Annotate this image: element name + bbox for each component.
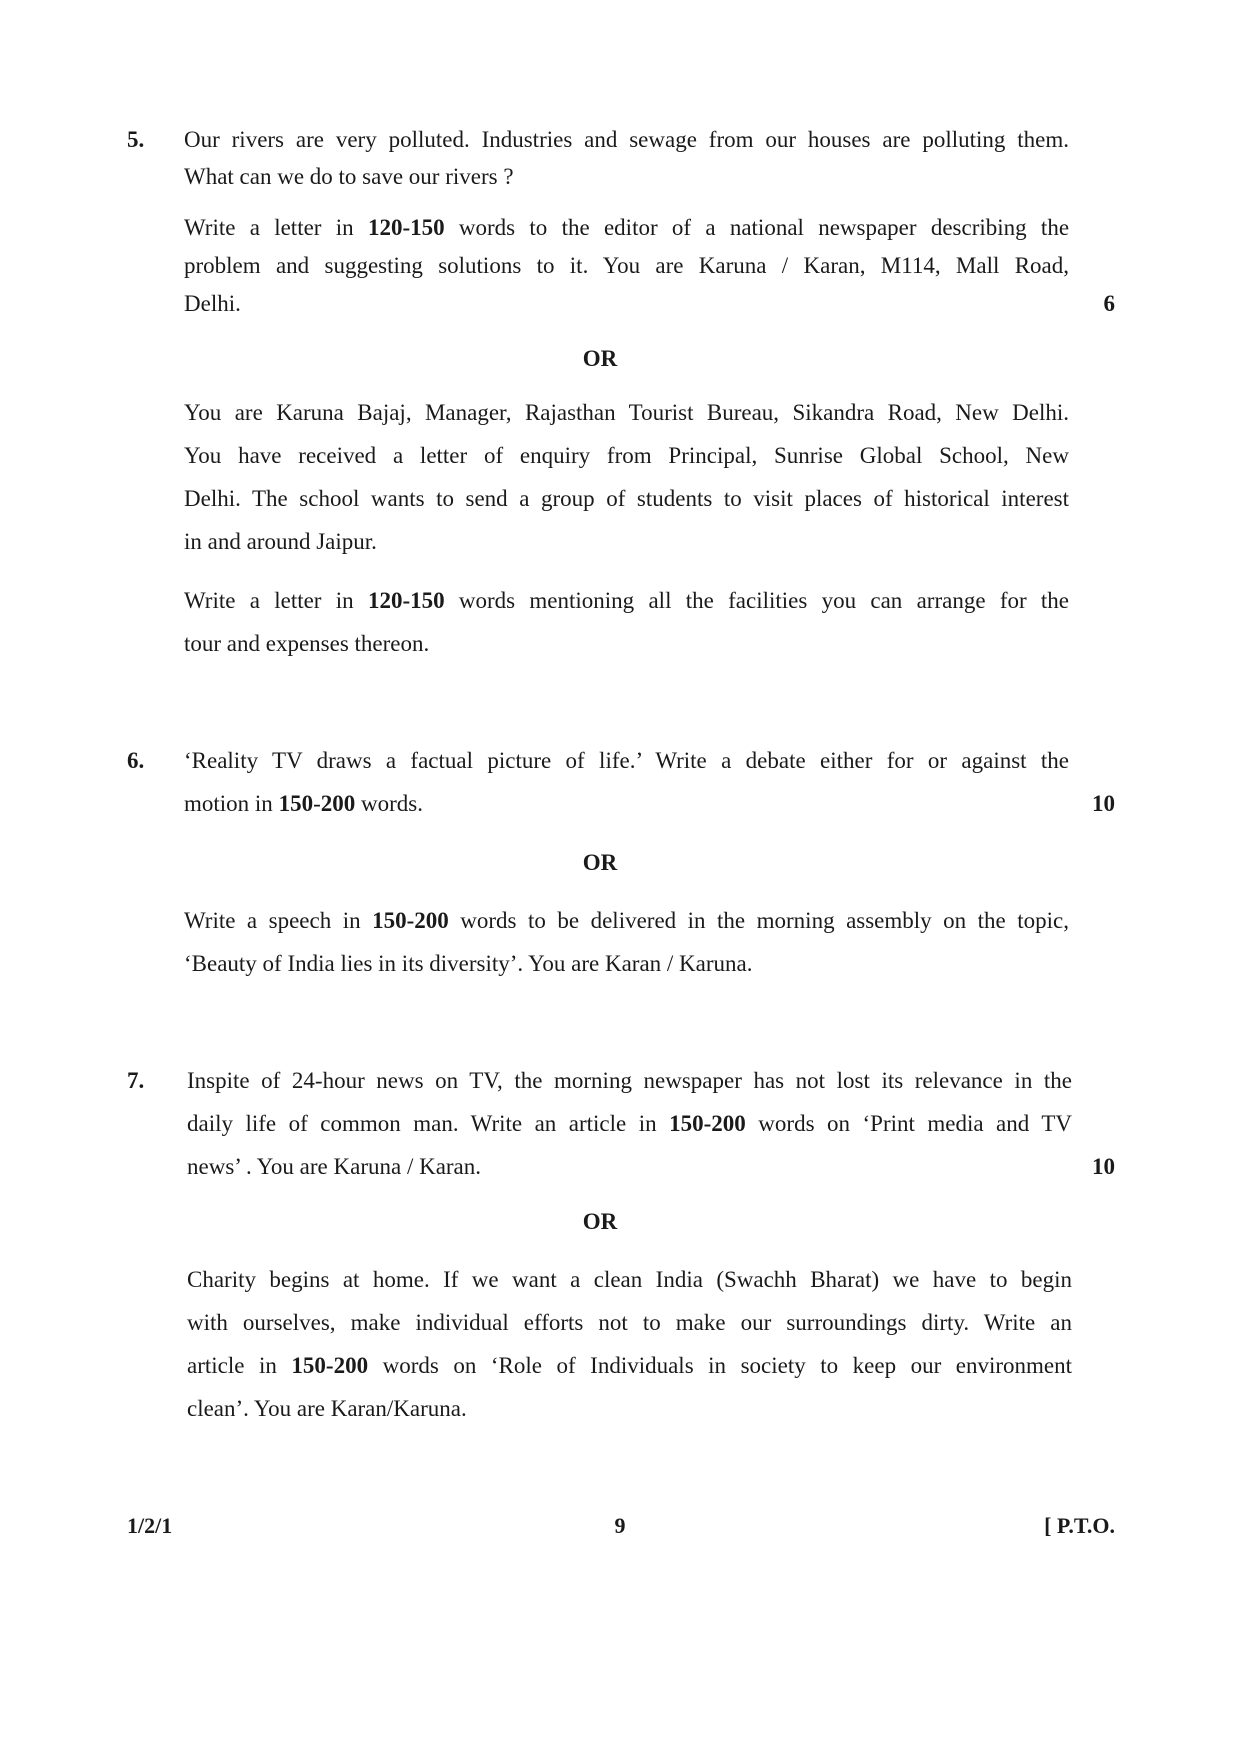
task-text: words mentioning all the facilities you can arrange for the (458, 588, 1070, 613)
question-7-marks: 10 (1092, 1154, 1115, 1179)
question-6-or: OR (582, 850, 618, 875)
question-7-alt-line-2: with ourselves, make individual efforts not to make our surroundings dirty. Write an (187, 1310, 1072, 1335)
question-5-task-line-2: problem and suggesting solutions to it. You are Karuna / Karan, M114, Mall Road, (184, 253, 1069, 278)
task-text: Write a speech in (184, 908, 361, 933)
question-7-text (187, 1068, 1072, 1188)
question-7-line-1: Inspite of 24-hour news on TV, the morning newspaper has not lost its relevance in the (187, 1068, 1072, 1093)
question-6-line-2 (184, 791, 1069, 817)
question-6-alt-line-1 (184, 908, 1069, 934)
question-7-alt-line-1: Charity begins at home. If we want a clean India (Swachh Bharat) we have to begin (187, 1267, 1072, 1292)
question-6-alternative (184, 908, 1069, 988)
word-limit: 150-200 (669, 1111, 746, 1136)
question-5-task-line-3: Delhi. (184, 291, 241, 316)
question-5-task-line-1 (184, 215, 1069, 241)
task-text: words to the editor of a national newspaper describing the (458, 215, 1070, 240)
page-number: 9 (614, 1513, 626, 1538)
question-5-intro (184, 127, 1069, 197)
question-7-alternative (187, 1267, 1072, 1437)
question-5-alt-line-4: in and around Jaipur. (184, 529, 377, 554)
question-5-alt-line-2: You have received a letter of enquiry from Principal, Sunrise Global School, New (184, 443, 1069, 468)
task-text: words to be delivered in the morning assembly on the topic, (460, 908, 1069, 933)
please-turn-over: [ P.T.O. (1044, 1513, 1115, 1538)
question-5-alternative (184, 400, 1069, 560)
question-6-marks: 10 (1092, 791, 1115, 816)
task-text: daily life of common man. Write an article in (187, 1111, 657, 1136)
task-text: words on ‘Role of Individuals in society to keep our environment (382, 1353, 1073, 1378)
word-limit: 120-150 (367, 588, 445, 613)
task-text: article in (187, 1353, 277, 1378)
task-text: Write a letter in (184, 588, 354, 613)
question-5-alt-task-line-1 (184, 588, 1069, 614)
question-7-or: OR (582, 1209, 618, 1234)
question-number-7: 7. (127, 1068, 145, 1093)
question-number-6: 6. (127, 748, 145, 773)
word-limit-dash: - (313, 791, 321, 816)
word-limit: 120-150 (367, 215, 445, 240)
word-limit: 150-200 (291, 1353, 369, 1378)
task-text: Write a letter in (184, 215, 354, 240)
question-5-alt-line-3: Delhi. The school wants to send a group of students to visit places of historical interest (184, 486, 1069, 511)
question-5-alt-task (184, 588, 1069, 668)
task-text: words on ‘Print media and TV (758, 1111, 1073, 1136)
question-7-alt-line-3 (187, 1353, 1072, 1379)
question-number-5: 5. (127, 127, 145, 152)
question-6-line-1: ‘Reality TV draws a factual picture of life.’ Write a debate either for or against the (184, 748, 1069, 773)
question-7-line-2 (187, 1111, 1072, 1137)
question-6-alt-line-2: ‘Beauty of India lies in its diversity’. You are Karan / Karuna. (184, 951, 753, 976)
question-7-alt-line-4: clean’. You are Karan/Karuna. (187, 1396, 467, 1421)
word-limit-min: 150 (278, 791, 314, 816)
question-5-intro-line-1: Our rivers are very polluted. Industries and sewage from our houses are polluting them. (184, 127, 1069, 152)
question-5-task (184, 215, 1069, 325)
question-5-alt-line-1: You are Karuna Bajaj, Manager, Rajasthan Tourist Bureau, Sikandra Road, New Delhi. (184, 400, 1069, 425)
question-7-line-3: news’ . You are Karuna / Karan. (187, 1154, 482, 1179)
task-text: motion in (184, 791, 273, 816)
paper-code: 1/2/1 (127, 1513, 173, 1538)
question-5-marks: 6 (1103, 291, 1115, 316)
question-6-text (184, 748, 1069, 828)
word-limit: 150-200 (372, 908, 449, 933)
question-5-or: OR (582, 346, 618, 371)
task-text: words. (360, 791, 423, 816)
word-limit-max: 200 (320, 791, 356, 816)
question-5-intro-line-2: What can we do to save our rivers ? (184, 164, 514, 189)
question-5-alt-task-line-2: tour and expenses thereon. (184, 631, 430, 656)
